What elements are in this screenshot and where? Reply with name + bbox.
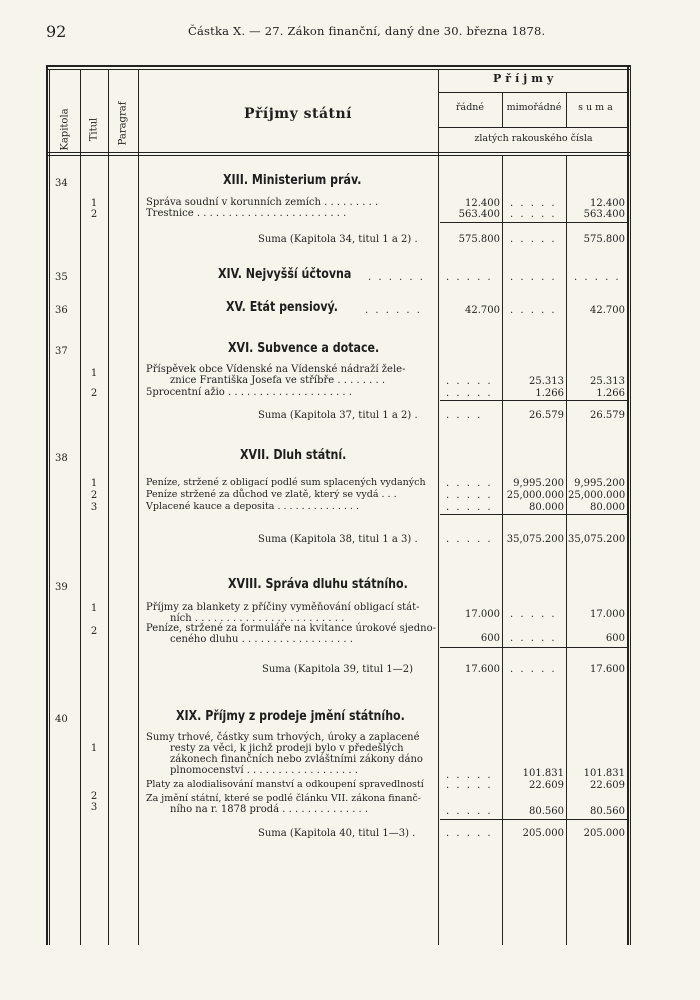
col-header-radne: řádné [455, 102, 485, 113]
item-text: zákonech finančních nebo zvláštními zákony dáno [170, 754, 423, 765]
chapter-number: 40 [55, 714, 68, 725]
title-number: 1 [90, 368, 98, 379]
value-mimoradne: . . . . . [510, 305, 557, 316]
value-suma: 12.400 [590, 198, 625, 209]
value-suma: 22.609 [590, 780, 625, 791]
total-suma: 26.579 [590, 410, 625, 421]
chapter-title: XIV. Nejvyšší účtovna [218, 267, 352, 282]
title-number: 2 [90, 209, 98, 220]
value-suma: 80.000 [590, 502, 625, 513]
total-radne: . . . . [446, 410, 483, 421]
value-mimoradne: 25.313 [529, 376, 564, 387]
title-number: 1 [90, 198, 98, 209]
title-number: 3 [90, 502, 98, 513]
title-number: 2 [90, 388, 98, 399]
col-header-suma: suma [578, 102, 616, 113]
value-radne: . . . . . [446, 780, 493, 791]
item-text: Vplacené kauce a deposita . . . . . . . . . . . . . . [146, 501, 359, 512]
table-title: Příjmy státní [244, 106, 352, 122]
chapter-title: XV. Etát pensiový. [226, 300, 338, 315]
item-text: Příjmy za blankety z příčiny vyměňování obligací stát- [146, 602, 420, 613]
total-radne: 575.800 [458, 234, 500, 245]
running-header: Částka X. — 27. Zákon finanční, daný dne 30. března 1878. [188, 24, 546, 38]
item-text: 5procentní ažio . . . . . . . . . . . . . . . . . . . . [146, 387, 352, 398]
chapter-number: 35 [55, 272, 68, 283]
value-mimoradne: . . . . . [510, 609, 557, 620]
item-text: ních . . . . . . . . . . . . . . . . . . . . . . . . [170, 613, 345, 624]
total-radne: 17.600 [465, 664, 500, 675]
item-text: Správa soudní v korunních zemích . . . . . . . . . [146, 197, 379, 208]
value-mimoradne: . . . . . [510, 272, 557, 283]
value-mimoradne: 80.560 [529, 806, 564, 817]
value-suma: 1.266 [596, 388, 625, 399]
value-suma: 25.313 [590, 376, 625, 387]
title-number: 2 [90, 626, 98, 637]
chapter-number: 38 [55, 453, 68, 464]
item-text: Sumy trhové, částky sum trhových, úroky a zaplacené [146, 732, 420, 743]
item-text: resty za věci, k jichž prodeji bylo v předešlých [170, 743, 404, 754]
value-mimoradne: 22.609 [529, 780, 564, 791]
chapter-title: XIII. Ministerium práv. [223, 173, 362, 188]
item-text: Peníze, stržené za formuláře na kvitance úrokové sjedno- [146, 623, 436, 634]
page-number: 92 [46, 22, 67, 41]
value-radne: 42.700 [465, 305, 500, 316]
chapter-number: 36 [55, 305, 68, 316]
total-radne: . . . . . [446, 534, 493, 545]
total-mimoradne: 205.000 [522, 828, 564, 839]
title-number: 1 [90, 743, 98, 754]
value-suma: 563.400 [583, 209, 625, 220]
value-radne: . . . . . [446, 478, 493, 489]
value-radne: . . . . . [446, 490, 493, 501]
value-mimoradne: 9,995.200 [513, 478, 564, 489]
value-radne: 600 [480, 633, 500, 644]
title-number: 1 [90, 603, 98, 614]
value-mimoradne: 25,000.000 [506, 490, 564, 501]
value-mimoradne: 1.266 [535, 388, 564, 399]
value-radne: . . . . . [446, 806, 493, 817]
item-text: Peníze stržené za důchod ve zlatě, který se vydá . . . [146, 489, 397, 500]
value-mimoradne: . . . . . [510, 209, 557, 220]
item-text: ceného dluhu . . . . . . . . . . . . . . . . . . [170, 634, 353, 645]
value-radne: . . . . . [446, 502, 493, 513]
value-suma: 17.000 [590, 609, 625, 620]
total-suma: 575.800 [583, 234, 625, 245]
item-text: Peníze, stržené z obligací podlé sum splacených vydaných [146, 477, 426, 488]
total-mimoradne: 35,075.200 [506, 534, 564, 545]
title-number: 1 [90, 478, 98, 489]
total-label: Suma (Kapitola 40, titul 1—3) . [258, 828, 416, 839]
title-number: 3 [90, 802, 98, 813]
total-mimoradne: . . . . . [510, 664, 557, 675]
chapter-number: 39 [55, 582, 68, 593]
value-suma: 9,995.200 [574, 478, 625, 489]
item-text: Platy za alodialisování manství a odkoupení spravedlností [146, 779, 424, 790]
value-radne: . . . . . [446, 770, 493, 781]
value-mimoradne: . . . . . [510, 633, 557, 644]
item-text: znice Františka Josefa ve stříbře . . . . . . . . [170, 375, 386, 386]
value-suma: 80.560 [590, 806, 625, 817]
item-text: Trestnice . . . . . . . . . . . . . . . . . . . . . . . . [146, 208, 347, 219]
item-text: plnomocenství . . . . . . . . . . . . . . . . . . [170, 765, 358, 776]
value-mimoradne: . . . . . [510, 198, 557, 209]
item-text: Příspěvek obce Vídenské na Vídenské nádraží žele- [146, 364, 406, 375]
value-suma: 101.831 [583, 768, 625, 779]
total-suma: 205.000 [583, 828, 625, 839]
group-header-prijmy: Příjmy [493, 72, 558, 85]
total-label: Suma (Kapitola 38, titul 1 a 3) . [258, 534, 418, 545]
total-mimoradne: 26.579 [529, 410, 564, 421]
value-suma: . . . . . [574, 272, 621, 283]
value-radne: . . . . . [446, 272, 493, 283]
leader-dots: . . . . . . [368, 272, 425, 283]
item-text: ního na r. 1878 prodá . . . . . . . . . . . . . . [170, 804, 369, 815]
col-header-kapitola: Kapitola [59, 108, 71, 151]
chapter-title: XVIII. Správa dluhu státního. [228, 577, 408, 592]
total-mimoradne: . . . . . [510, 234, 557, 245]
total-label: Suma (Kapitola 37, titul 1 a 2) . [258, 410, 418, 421]
col-header-paragraf: Paragraf [117, 101, 129, 146]
value-radne: . . . . . [446, 388, 493, 399]
chapter-title: XIX. Příjmy z prodeje jmění státního. [176, 709, 405, 724]
total-suma: 35,075.200 [568, 534, 626, 545]
chapter-number: 37 [55, 346, 68, 357]
value-suma: 42.700 [590, 305, 625, 316]
chapter-title: XVI. Subvence a dotace. [228, 341, 380, 356]
col-header-mimoradne: mimořádné [506, 102, 562, 113]
total-label: Suma (Kapitola 39, titul 1—2) [262, 664, 413, 675]
value-mimoradne: 101.831 [522, 768, 564, 779]
total-radne: . . . . . [446, 828, 493, 839]
title-number: 2 [90, 791, 98, 802]
currency-label: zlatých rakouského čísla [474, 133, 593, 144]
chapter-number: 34 [55, 178, 68, 189]
col-header-titul: Titul [88, 117, 100, 142]
title-number: 2 [90, 490, 98, 501]
value-suma: 25,000.000 [568, 490, 626, 501]
value-radne: . . . . . [446, 376, 493, 387]
total-suma: 17.600 [590, 664, 625, 675]
value-suma: 600 [605, 633, 625, 644]
leader-dots: . . . . . . [365, 305, 422, 316]
chapter-title: XVII. Dluh státní. [240, 448, 347, 463]
total-label: Suma (Kapitola 34, titul 1 a 2) . [258, 234, 418, 245]
value-mimoradne: 80.000 [529, 502, 564, 513]
item-text: Za jmění státní, které se podlé článku VII. zákona finanč- [146, 793, 422, 804]
value-radne: 12.400 [465, 198, 500, 209]
value-radne: 17.000 [465, 609, 500, 620]
value-radne: 563.400 [458, 209, 500, 220]
